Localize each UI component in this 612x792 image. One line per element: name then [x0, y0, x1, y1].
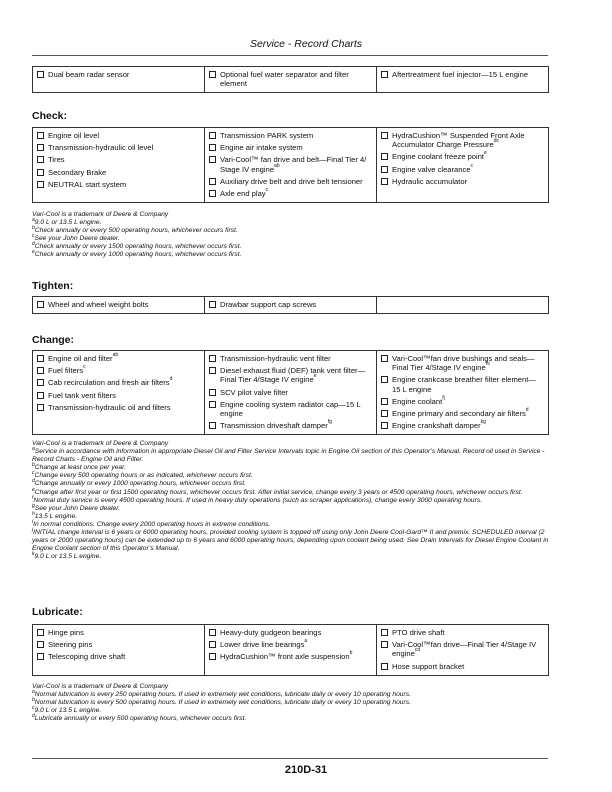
checklist-item-text: Transmission driveshaft damper: [220, 421, 328, 431]
checklist-item[interactable]: [209, 640, 372, 649]
checklist-item-label: [48, 300, 148, 309]
checklist-row: [33, 625, 549, 676]
checkbox-icon[interactable]: [37, 379, 44, 386]
checkbox-icon[interactable]: [381, 71, 388, 78]
footnote: [32, 235, 552, 243]
checklist-item[interactable]: [381, 354, 544, 372]
checklist-item[interactable]: [381, 375, 544, 393]
checklist-item[interactable]: [37, 168, 200, 177]
checkbox-icon[interactable]: [37, 144, 44, 151]
checklist-item[interactable]: [381, 177, 544, 186]
footnote-text: 9.0 L or 13.5 L engine.: [34, 707, 102, 715]
checklist-item[interactable]: [37, 180, 200, 189]
checkbox-icon[interactable]: [381, 178, 388, 185]
footnote-mark: b: [32, 462, 35, 469]
checklist-item-label: [48, 391, 116, 400]
checkbox-icon[interactable]: [37, 392, 44, 399]
checkbox-icon[interactable]: [37, 169, 44, 176]
checklist-item-text: Engine oil level: [48, 131, 100, 140]
lubricate-footnotes: [32, 683, 552, 723]
checklist-item[interactable]: [209, 652, 372, 661]
change-footnotes: [32, 440, 552, 561]
checkbox-icon[interactable]: [209, 156, 216, 163]
checklist-item-text: Engine cooling system radiator cap—15 L engine: [220, 399, 361, 419]
footnote: [32, 464, 552, 472]
checklist-item[interactable]: [209, 155, 372, 173]
checklist-item-text: Secondary Brake: [48, 167, 107, 177]
checklist-item-text: HydraCushion™ front axle suspension: [220, 652, 350, 662]
checklist-item-label: [48, 640, 92, 649]
checklist-item-text: Engine air intake system: [220, 143, 303, 153]
footnote-mark: i: [32, 518, 34, 525]
checklist-item-label: [392, 70, 528, 79]
checkbox-icon[interactable]: [381, 132, 388, 139]
checkbox-icon[interactable]: [209, 641, 216, 648]
checklist-item[interactable]: [381, 152, 544, 161]
footnote-text: Vari-Cool is a trademark of Deere & Company: [32, 683, 169, 690]
checklist-item[interactable]: [381, 662, 544, 671]
footnote-text: Lubricate annually or every 500 operating hours, whichever occurs first.: [34, 715, 247, 723]
checklist-item-label: [392, 640, 544, 658]
footer-rule: [32, 758, 548, 759]
checklist-item[interactable]: [37, 366, 200, 375]
checklist-item-text: Wheel and wheel weight bolts: [48, 300, 149, 309]
checklist-item-label: [220, 189, 268, 198]
checkbox-icon[interactable]: [37, 641, 44, 648]
checkbox-icon[interactable]: [37, 71, 44, 78]
checklist-item-text: Engine coolant freeze point: [392, 152, 485, 162]
checkbox-icon[interactable]: [37, 156, 44, 163]
checklist-item-text: NEUTRAL start system: [48, 179, 127, 189]
footnote: [32, 518, 552, 529]
tighten-checklist-table: [32, 296, 549, 314]
checkbox-icon[interactable]: [37, 404, 44, 411]
checklist-item-label: [392, 354, 544, 372]
checklist-item-text: Engine coolant: [392, 396, 443, 406]
checklist-item-text: Dual beam radar sensor: [48, 70, 130, 79]
checklist-item-text: Cab recirculation and fresh air filters: [48, 378, 170, 388]
checklist-item-text: HydraCushion™ Suspended Front Axle Accumulator Charge Pressure: [392, 131, 525, 150]
checklist-item[interactable]: [37, 640, 200, 649]
checklist-item[interactable]: [209, 189, 372, 198]
checklist-item[interactable]: [381, 628, 544, 637]
footnote-mark: e: [32, 486, 35, 493]
checklist-item-text: Hinge pins: [48, 628, 84, 637]
checklist-item-label: [220, 300, 316, 309]
checklist-item-label: [48, 155, 65, 164]
checklist-item-text: Lower drive line bearings: [220, 640, 305, 650]
checklist-item-label: [392, 394, 445, 406]
check-footnotes: [32, 211, 552, 260]
footnote-mark: d: [32, 713, 35, 720]
checklist-column-2: [205, 351, 377, 435]
change-checklist-table: [32, 350, 549, 435]
checklist-item-label: [220, 388, 288, 397]
checklist-item-text: Vari-Cool™fan drive—Final Tier 4/Stage IV engine: [392, 640, 537, 659]
checklist-row: [33, 67, 549, 93]
checkbox-icon[interactable]: [381, 641, 388, 648]
checklist-item[interactable]: [37, 628, 200, 637]
checkbox-icon[interactable]: [209, 355, 216, 362]
footnote: [32, 243, 552, 251]
lubricate-heading: Lubricate:: [32, 606, 83, 618]
checklist-item[interactable]: [37, 354, 200, 363]
checkbox-icon[interactable]: [37, 653, 44, 660]
checklist-item[interactable]: [381, 421, 544, 430]
footnote-text: Check annually or every 1000 operating hours, whichever occurs first.: [34, 251, 242, 259]
checklist-item-label: [220, 628, 321, 637]
checklist-item-label: [392, 152, 487, 161]
checkbox-icon[interactable]: [209, 190, 216, 197]
checklist-item-text: Engine crankshaft damper: [392, 421, 481, 431]
footnote-text: 9.0 L or 13.5 L engine.: [34, 553, 102, 561]
checklist-item-label: [392, 628, 445, 637]
checklist-column-2: [205, 67, 377, 93]
page-header: Service - Record Charts: [249, 38, 363, 50]
footnote-text: Check annually or every 1500 operating hours, whichever occurs first.: [34, 243, 242, 251]
footnote: [32, 251, 552, 259]
checklist-item-text: Optional fuel water separator and filter element: [220, 70, 349, 89]
footnote-marker: ab: [274, 162, 280, 169]
checklist-item-text: Fuel filters: [48, 366, 84, 376]
checklist-item[interactable]: [209, 354, 372, 363]
checklist-item[interactable]: [381, 394, 544, 406]
checklist-item-label: [48, 70, 129, 79]
footnote-marker: c: [265, 187, 269, 194]
checklist-item[interactable]: [37, 391, 200, 400]
checklist-item[interactable]: [381, 162, 544, 174]
footnote-marker: fj: [442, 394, 445, 401]
checklist-item-label: [392, 409, 529, 418]
checkbox-icon[interactable]: [381, 663, 388, 670]
checkbox-icon[interactable]: [381, 166, 388, 173]
footnote-mark: d: [32, 241, 35, 248]
checklist-item-text: Telescoping drive shaft: [48, 652, 126, 662]
checklist-item[interactable]: [209, 628, 372, 637]
footnote-mark: f: [32, 494, 34, 501]
checklist-item-label: [220, 366, 372, 384]
checklist-item-label: [48, 143, 153, 152]
lubricate-checklist-table: [32, 624, 549, 676]
checklist-item[interactable]: [209, 366, 372, 384]
footnote-marker: ab: [112, 352, 119, 358]
footnote-text: Vari-Cool is a trademark of Deere & Company: [32, 211, 169, 218]
checklist-column-1: [33, 128, 205, 203]
top-checklist-table: [32, 66, 549, 93]
checkbox-icon[interactable]: [209, 401, 216, 408]
checklist-item-text: Engine crankcase breather filter element—15 L engine: [392, 375, 536, 394]
checkbox-icon[interactable]: [37, 367, 44, 374]
footnote: [32, 529, 552, 553]
checkbox-icon[interactable]: [381, 153, 388, 160]
page-number: 210D-31: [284, 764, 328, 776]
footnote-mark: h: [32, 510, 35, 517]
footnote-text: See your John Deere dealer.: [34, 235, 120, 243]
footnote: [32, 691, 552, 699]
checklist-item-text: Transmission PARK system: [220, 131, 314, 140]
checklist-item-label: [220, 70, 372, 88]
checklist-item-text: Auxiliary drive belt and drive belt tensioner: [220, 176, 363, 186]
footnote-marker: kg: [480, 419, 486, 426]
checkbox-icon[interactable]: [37, 181, 44, 188]
checklist-item[interactable]: [37, 652, 200, 661]
footnote-text: Change at least once per year.: [34, 464, 126, 472]
checklist-item-label: [220, 155, 372, 173]
checklist-item-label: [392, 375, 544, 393]
footnote-text: Normal duty service is every 4500 operating hours. If used in heavy duty operations (such as scraper applications), change every 3000 operating hours.: [33, 496, 483, 504]
footnote-mark: j: [32, 527, 34, 534]
header-rule: [32, 55, 548, 56]
checkbox-icon[interactable]: [381, 422, 388, 429]
checkbox-icon[interactable]: [209, 653, 216, 660]
footnote-marker: d: [169, 376, 173, 383]
checklist-item-text: Fuel tank vent filters: [48, 390, 116, 400]
tighten-heading: Tighten:: [32, 280, 74, 292]
checkbox-icon[interactable]: [209, 132, 216, 139]
footnote-mark: c: [32, 705, 35, 712]
checklist-item-text: Engine primary and secondary air filters: [392, 409, 526, 419]
checklist-column-2: [205, 297, 377, 314]
checklist-item-label: [392, 162, 474, 174]
footnote-text: Check annually or every 500 operating hours, whichever occurs first.: [34, 227, 238, 235]
checklist-item[interactable]: [209, 177, 372, 186]
footnote: [32, 227, 552, 235]
checklist-item-text: Transmission-hydraulic oil and filters: [48, 402, 171, 412]
checklist-item-text: Vari-Cool™fan drive bushings and seals—Final Tier 4/Stage IV engine: [392, 354, 535, 373]
footnote-marker: e: [484, 150, 487, 157]
footnote-mark: a: [32, 217, 35, 224]
footnote-text: 9.0 L or 13.5 L engine.: [34, 219, 102, 227]
footnote-marker: hi: [485, 361, 490, 368]
checklist-item[interactable]: [37, 403, 200, 412]
footnote: [32, 683, 552, 691]
checklist-item[interactable]: [209, 300, 372, 309]
checklist-row: [33, 297, 549, 314]
footnote-marker: fg: [327, 419, 332, 426]
footnote-marker: c: [470, 162, 474, 169]
checklist-column-3: [377, 351, 549, 435]
checkbox-icon[interactable]: [381, 355, 388, 362]
checklist-item-label: [392, 177, 467, 186]
checkbox-icon[interactable]: [209, 144, 216, 151]
checkbox-icon[interactable]: [209, 178, 216, 185]
checklist-column-1: [33, 297, 205, 314]
checklist-item[interactable]: [37, 300, 200, 309]
checklist-item-label: [392, 662, 464, 671]
checkbox-icon[interactable]: [37, 301, 44, 308]
checklist-item-text: Transmission-hydraulic vent filter: [220, 354, 331, 363]
checklist-item-text: Transmission-hydraulic oil level: [48, 143, 154, 153]
footnote-marker: dc: [493, 138, 499, 145]
footnote: [32, 715, 552, 723]
checklist-item-text: Engine oil and filter: [48, 354, 113, 363]
checklist-item-label: [220, 131, 313, 140]
check-heading: Check:: [32, 110, 68, 122]
checklist-item[interactable]: [381, 640, 544, 658]
checklist-item-text: Tires: [48, 155, 65, 165]
checklist-item-text: Engine valve clearance: [392, 164, 471, 174]
checklist-item[interactable]: [37, 155, 200, 164]
checklist-item-label: [392, 131, 544, 149]
footnote-text: Normal lubrication is every 250 operating hours. If used in extremely wet conditions, lubricate daily or every 10 operating hours.: [34, 691, 411, 699]
checklist-item-label: [220, 354, 331, 363]
checklist-item-label: [48, 180, 126, 189]
checklist-item[interactable]: [381, 409, 544, 418]
checklist-item[interactable]: [37, 143, 200, 152]
checklist-item-text: Heavy-duty gudgeon bearings: [220, 628, 322, 637]
footnote-mark: g: [32, 502, 35, 509]
checkbox-icon[interactable]: [209, 367, 216, 374]
checkbox-icon[interactable]: [381, 410, 388, 417]
checkbox-icon[interactable]: [37, 132, 44, 139]
checklist-item-label: [48, 354, 118, 363]
checklist-item-label: [48, 403, 171, 412]
footnote: [32, 472, 552, 480]
checklist-item[interactable]: [209, 70, 372, 88]
checklist-item-label: [48, 366, 86, 375]
footnote: [32, 502, 552, 513]
checklist-row: [33, 128, 549, 203]
checklist-item[interactable]: [37, 378, 200, 387]
checklist-column-2: [205, 625, 377, 676]
footnote: [32, 486, 552, 497]
checklist-item-text: Hose support bracket: [392, 661, 465, 671]
checkbox-icon[interactable]: [209, 301, 216, 308]
checklist-item-text: Axle end play: [220, 189, 266, 199]
footnote-marker: e: [313, 373, 317, 380]
footnote-marker: c: [83, 364, 86, 371]
footnote-mark: a: [32, 689, 35, 696]
checklist-item-text: PTO drive shaft: [392, 628, 445, 637]
footnote-marker: cd: [414, 647, 421, 654]
footnote-mark: e: [32, 249, 35, 256]
checkbox-icon[interactable]: [209, 389, 216, 396]
checklist-item-text: SCV pilot valve filter: [220, 387, 288, 397]
checklist-column-2: [205, 128, 377, 203]
footnote-text: Change after first year or first 1500 operating hours, whichever occurs first. After initial service, change every 3 years or 4500 operating hours, whichever occurs first.: [34, 488, 523, 496]
checklist-item[interactable]: [209, 400, 372, 418]
checklist-item-text: Drawbar support cap screws: [220, 300, 317, 309]
checklist-column-3: [377, 625, 549, 676]
checklist-item-label: [48, 628, 84, 637]
checklist-column-1: [33, 351, 205, 435]
footnote: [32, 480, 552, 488]
checklist-column-1: [33, 625, 205, 676]
footnote: [32, 440, 552, 448]
checklist-item[interactable]: [37, 131, 200, 140]
checklist-item-label: [48, 378, 172, 387]
footnote: [32, 494, 552, 505]
checklist-item-label: [392, 421, 486, 430]
footnote-text: Change annually or every 1000 operating hours, whichever occurs first.: [34, 480, 246, 488]
footnote-mark: k: [32, 551, 35, 558]
footnote: [32, 211, 552, 219]
checklist-item[interactable]: [381, 131, 544, 149]
checkbox-icon[interactable]: [381, 398, 388, 405]
checklist-item[interactable]: [209, 421, 372, 430]
checklist-item[interactable]: [381, 70, 544, 79]
footnote: [32, 707, 552, 715]
checklist-item-label: [48, 168, 106, 177]
checkbox-icon[interactable]: [209, 422, 216, 429]
checklist-item-text: Diesel exhaust fluid (DEF) tank vent filter—Final Tier 4/Stage IV engine: [220, 366, 366, 385]
footnote-text: Normal lubrication is every 500 operating hours. If used in extremely wet conditions, lubricate daily or every 10 operating hours.: [34, 699, 411, 707]
checklist-item[interactable]: [209, 143, 372, 152]
checkbox-icon[interactable]: [209, 629, 216, 636]
footnote: [32, 510, 552, 521]
footnote: [32, 699, 552, 707]
footnote: [32, 219, 552, 227]
checkbox-icon[interactable]: [381, 629, 388, 636]
footnote-mark: c: [32, 233, 35, 240]
footnote-marker: a: [304, 638, 308, 645]
checkbox-icon[interactable]: [381, 376, 388, 383]
checkbox-icon[interactable]: [37, 629, 44, 636]
check-checklist-table: [32, 127, 549, 203]
footnote-text: Change every 500 operating hours or as indicated, whichever occurs first.: [34, 472, 253, 480]
footnote: [32, 553, 552, 561]
footnote-text: See your John Deere dealer.: [34, 504, 121, 512]
checklist-item-text: Hydraulic accumulator: [392, 176, 468, 186]
checklist-row: [33, 351, 549, 435]
checklist-item-text: Steering pins: [48, 640, 93, 650]
footnote-mark: b: [32, 697, 35, 704]
footnote-text: In normal conditions. Change every 2000 operating hours in extreme conditions.: [33, 520, 271, 528]
checklist-column-3: [377, 67, 549, 93]
footnote-mark: d: [32, 478, 35, 485]
checklist-item[interactable]: [209, 131, 372, 140]
checklist-item-label: [220, 640, 307, 649]
footnote-text: Vari-Cool is a trademark of Deere & Company: [32, 440, 169, 447]
checklist-item-label: [220, 143, 303, 152]
checklist-item[interactable]: [209, 388, 372, 397]
footnote-mark: a: [32, 446, 35, 453]
footnote-text: INITIAL change interval is 6 years or 6000 operating hours, provided cooling system is topped off using only John Deere Cool-Gard™ II and premix. SCHEDULED interval (2 years or 2000 operating hours) can be extended up to 6 years and 6000 operating hours, depending upon coolant being used. See Drain Intervals for Diesel Engine Coolant in Engine Coolant section of this Operator’s Manual.: [32, 529, 549, 553]
checklist-column-1: [33, 67, 205, 93]
checkbox-icon[interactable]: [209, 71, 216, 78]
checklist-item-label: [220, 400, 372, 418]
change-heading: Change:: [32, 334, 74, 346]
checklist-item-label: [48, 131, 99, 140]
footnote: [32, 448, 552, 464]
checklist-item-text: Aftertreatment fuel injector—15 L engine: [392, 70, 529, 79]
checklist-item-text: Vari-Cool™ fan drive and belt—Final Tier 4/ Stage IV engine: [220, 155, 367, 174]
checklist-column-3: [377, 128, 549, 203]
checklist-item[interactable]: [37, 70, 200, 79]
checkbox-icon[interactable]: [37, 355, 44, 362]
footnote-mark: c: [32, 470, 35, 477]
footnote-marker: b: [349, 650, 353, 657]
footnote-text: Service in accordance with information in appropriate Diesel Oil and Filter Service Intervals topic in Engine Oil section of this Operator’s Manual. Record oil used in Service - Record Charts - Engine Oil and Filter.: [32, 448, 545, 464]
footnote-marker: d: [525, 407, 529, 414]
checklist-column-3: [377, 297, 549, 314]
checklist-item-label: [220, 177, 363, 186]
footnote-text: 13.5 L engine.: [34, 512, 78, 520]
checklist-item-label: [48, 652, 125, 661]
checklist-item-label: [220, 421, 332, 430]
footnote-mark: b: [32, 225, 35, 232]
checklist-item-label: [220, 652, 352, 661]
